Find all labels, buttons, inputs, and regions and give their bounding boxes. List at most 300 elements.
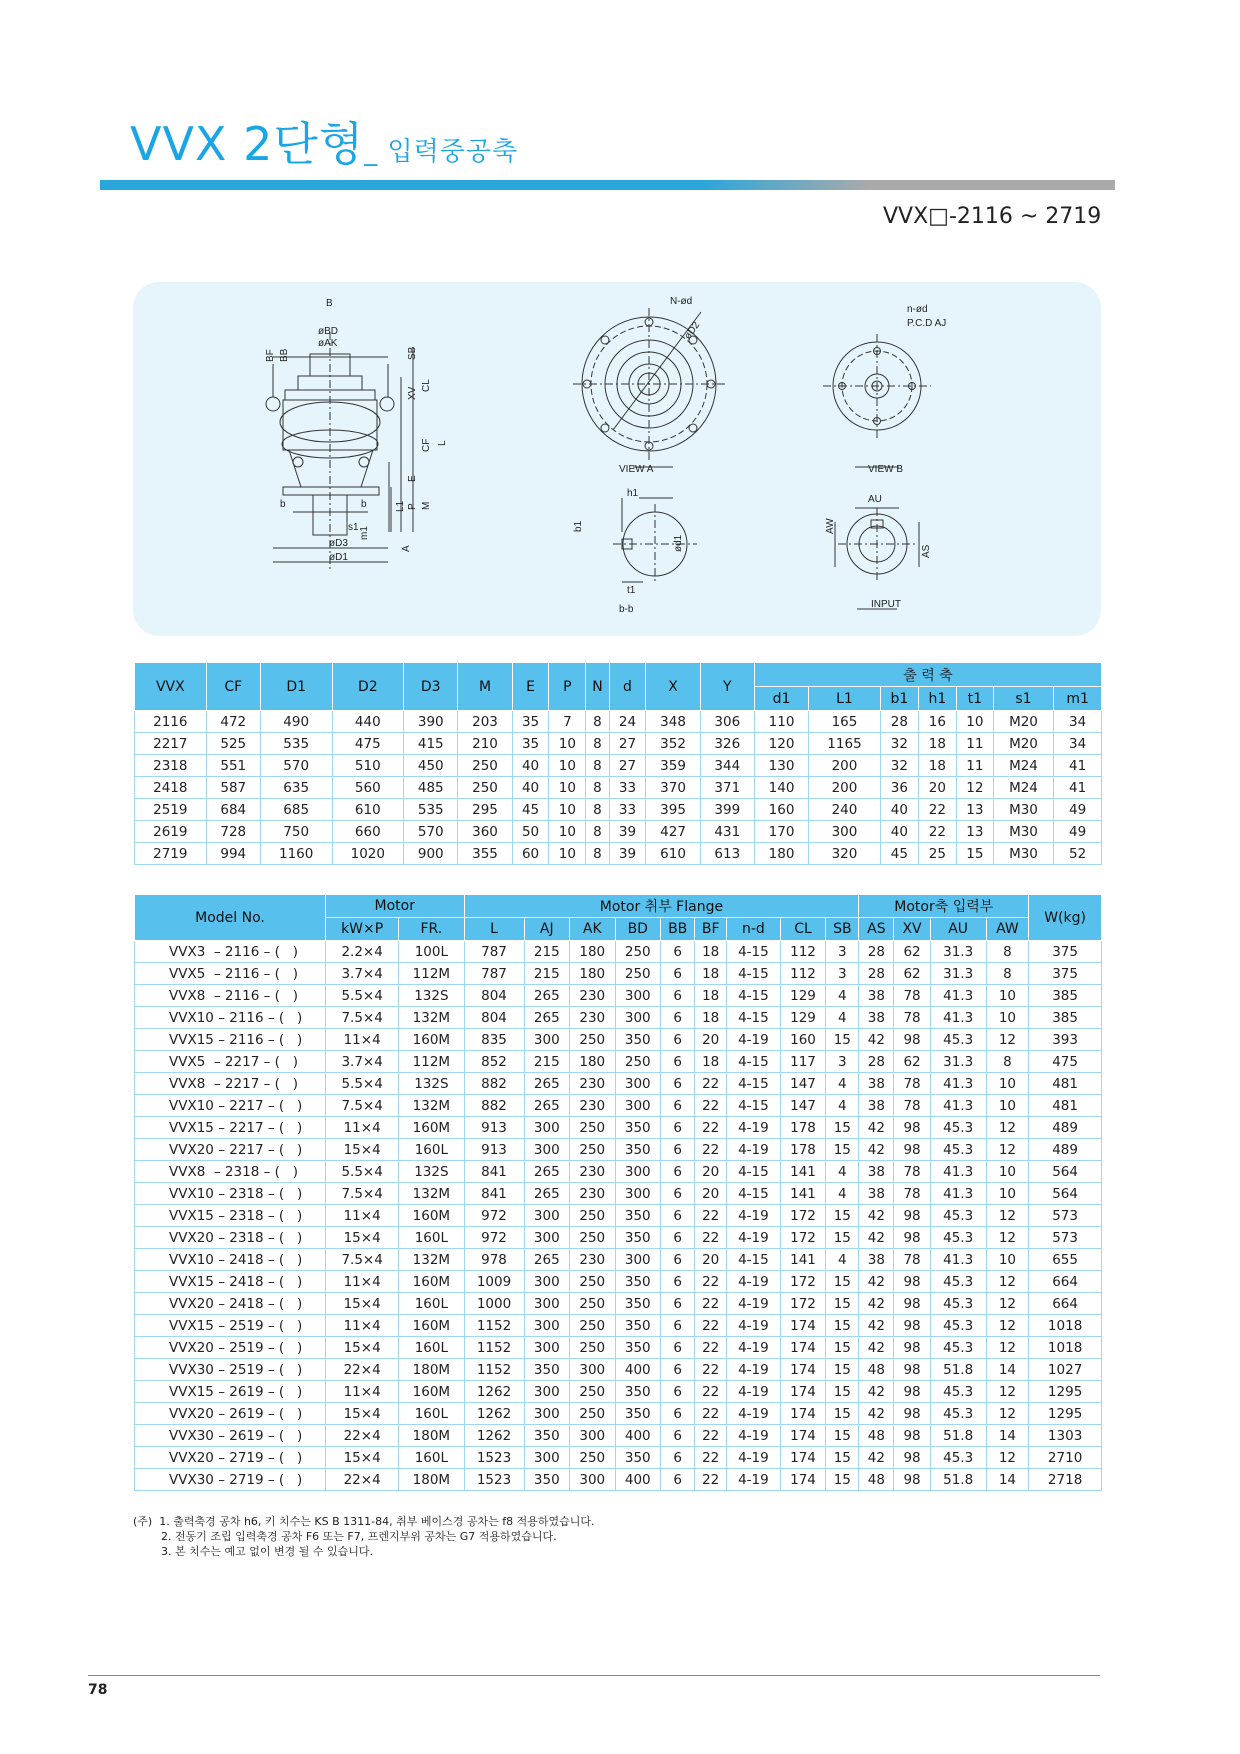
table-cell: 12 [986,1293,1029,1315]
table-cell: 4 [826,1249,859,1271]
table-cell: 352 [646,733,700,755]
table-cell: 350 [615,1029,660,1051]
table-cell: 178 [780,1117,825,1139]
table-cell: 160M [399,1117,464,1139]
table-cell: 78 [894,985,930,1007]
table-cell: 841 [464,1161,524,1183]
table-cell: 41.3 [930,1007,986,1029]
table-cell: 350 [615,1117,660,1139]
col-header: s1 [993,687,1053,711]
table-cell: 230 [570,1095,615,1117]
table-cell: 24 [609,711,646,733]
footnote: 3. 본 치수는 예고 없이 변경 될 수 있습니다. [133,1545,373,1558]
table-cell: 18 [695,1007,727,1029]
table-cell: 250 [570,1139,615,1161]
table-cell: 78 [894,1095,930,1117]
table-cell: 15 [826,1029,859,1051]
table-cell: 39 [609,821,646,843]
col-header: AJ [524,918,569,941]
table-cell: 41.3 [930,985,986,1007]
table-cell: 350 [615,1271,660,1293]
table-cell: 300 [615,985,660,1007]
table-cell: 6 [661,1403,695,1425]
table-cell: 22 [695,1381,727,1403]
table-cell: 120 [754,733,808,755]
table-cell: 240 [809,799,881,821]
diagram-label: AW [825,518,836,534]
table-row [135,777,1102,799]
table-cell: 25 [918,843,956,865]
table-cell: 300 [524,1271,569,1293]
table-cell: 98 [894,1271,930,1293]
table-cell: 250 [570,1337,615,1359]
table-cell: 660 [332,821,404,843]
table-cell: 300 [524,1227,569,1249]
table-cell: 250 [615,1051,660,1073]
table-cell: 4-19 [727,1227,781,1249]
table-row [135,733,1102,755]
table-cell: 45.3 [930,1205,986,1227]
page-number: 78 [88,1682,108,1698]
table-cell: 852 [464,1051,524,1073]
table-cell: VVX8 – 2318 – ( ) [135,1161,326,1183]
table-cell: 160M [399,1205,464,1227]
table-cell: 250 [458,755,512,777]
table-cell: 42 [859,1205,894,1227]
col-header: b1 [880,687,918,711]
table-cell: 45.3 [930,1447,986,1469]
table-cell: 375 [1029,941,1102,963]
diagram-label: VIEW A [619,464,654,475]
table-cell: 15 [826,1447,859,1469]
table-cell: 42 [859,1381,894,1403]
table-cell: 31.3 [930,1051,986,1073]
table-cell: 12 [986,1447,1029,1469]
table-cell: 10 [986,985,1029,1007]
table-cell: 250 [570,1315,615,1337]
col-header: BF [695,918,727,941]
table-row [135,1337,1102,1359]
table-cell: 8 [986,941,1029,963]
footnote: (주) 1. 출력축경 공차 h6, 키 치수는 KS B 1311-84, 취부 베이스경 공차는 f8 적용하였습니다. [133,1515,595,1528]
table-cell: 18 [695,985,727,1007]
table-cell: 300 [524,1337,569,1359]
table-cell: 33 [609,777,646,799]
table-cell: 41.3 [930,1183,986,1205]
table-cell: 4-15 [727,1051,781,1073]
table-cell: 4-19 [727,1381,781,1403]
table-cell: 250 [570,1117,615,1139]
model-dimension-table-body [135,941,1102,1491]
table-cell: 350 [524,1469,569,1491]
table-cell: 4 [826,1183,859,1205]
table-cell: 535 [260,733,332,755]
table-cell: 300 [570,1359,615,1381]
table-cell: 375 [1029,963,1102,985]
table-cell: VVX15 – 2116 – ( ) [135,1029,326,1051]
table-cell: 18 [918,755,956,777]
table-cell: 350 [615,1227,660,1249]
col-header: SB [826,918,859,941]
table-cell: 510 [332,755,404,777]
table-cell: VVX15 – 2619 – ( ) [135,1381,326,1403]
table-cell: 4-15 [727,1095,781,1117]
table-cell: 36 [880,777,918,799]
table-cell: 10 [986,1249,1029,1271]
table-cell: 48 [859,1469,894,1491]
table-cell: 1018 [1029,1337,1102,1359]
col-header: AW [986,918,1029,941]
table-cell: 78 [894,1073,930,1095]
table-cell: 62 [894,1051,930,1073]
table-cell: 400 [615,1469,660,1491]
table-cell: 45.3 [930,1381,986,1403]
table-cell: VVX10 – 2116 – ( ) [135,1007,326,1029]
table-cell: 570 [260,755,332,777]
header-rule-gradient [700,180,870,190]
table-row [135,1469,1102,1491]
table-cell: 172 [780,1293,825,1315]
table-cell: 174 [780,1315,825,1337]
table-cell: 882 [464,1095,524,1117]
table-cell: 15×4 [326,1293,399,1315]
table-cell: 6 [661,1183,695,1205]
table-cell: 7.5×4 [326,1007,399,1029]
table-cell: 4-19 [727,1447,781,1469]
table-cell: 835 [464,1029,524,1051]
table-cell: 15×4 [326,1139,399,1161]
diagram-label: P.C.D AJ [907,318,947,329]
table-cell: 2.2×4 [326,941,399,963]
col-header: VVX [135,663,207,711]
table-cell: 180 [570,1051,615,1073]
table-cell: 38 [859,1161,894,1183]
table-cell: 7 [549,711,586,733]
table-cell: 18 [695,963,727,985]
table-cell: 635 [260,777,332,799]
table-cell: 481 [1029,1095,1102,1117]
table-cell: 6 [661,1073,695,1095]
table-cell: 174 [780,1381,825,1403]
table-cell: 49 [1054,799,1102,821]
table-cell: 8 [586,821,609,843]
table-cell: 2418 [135,777,207,799]
table-row [135,1293,1102,1315]
table-cell: 475 [332,733,404,755]
diagram-label: øD2 [682,319,703,342]
table-cell: 51.8 [930,1425,986,1447]
table-cell: 300 [615,1007,660,1029]
table-cell: 11×4 [326,1029,399,1051]
table-cell: 60 [512,843,549,865]
table-cell: 10 [986,1095,1029,1117]
table-cell: 11×4 [326,1271,399,1293]
table-cell: 18 [695,941,727,963]
table-cell: 130 [754,755,808,777]
table-cell: 250 [570,1029,615,1051]
table-cell: 160L [399,1139,464,1161]
table-cell: 6 [661,985,695,1007]
table-cell: 350 [615,1403,660,1425]
col-header-model: Model No. [135,895,326,941]
col-header: FR. [399,918,464,941]
table-cell: 22 [918,821,956,843]
table-cell: 41.3 [930,1073,986,1095]
group-header-motor: Motor [326,895,465,918]
table-cell: 4-19 [727,1469,781,1491]
col-header: D3 [404,663,458,711]
table-cell: 40 [880,821,918,843]
table-cell: 22 [695,1337,727,1359]
col-header: BB [661,918,695,941]
table-cell: 51.8 [930,1469,986,1491]
diagram-label: ød1 [673,534,684,552]
diagram-label: AU [868,494,882,505]
table-cell: 250 [570,1271,615,1293]
table-cell: 2619 [135,821,207,843]
table-cell: 6 [661,1359,695,1381]
table-cell: 98 [894,1337,930,1359]
table-cell: 180M [399,1359,464,1381]
table-cell: 6 [661,1469,695,1491]
table-cell: VVX30 – 2519 – ( ) [135,1359,326,1381]
col-header: XV [894,918,930,941]
table-cell: 350 [524,1359,569,1381]
table-cell: 15 [826,1139,859,1161]
diagram-label: m1 [359,526,370,540]
table-cell: 22×4 [326,1469,399,1491]
table-cell: 489 [1029,1117,1102,1139]
table-cell: 42 [859,1293,894,1315]
table-cell: 112M [399,1051,464,1073]
table-cell: 18 [695,1051,727,1073]
table-cell: 8 [586,777,609,799]
table-cell: 4-19 [727,1337,781,1359]
table-cell: 78 [894,1249,930,1271]
table-cell: 1262 [464,1381,524,1403]
table-cell: 15×4 [326,1447,399,1469]
table-cell: 42 [859,1029,894,1051]
table-cell: 265 [524,1095,569,1117]
table-cell: 6 [661,1007,695,1029]
table-cell: 15 [826,1381,859,1403]
table-cell: 6 [661,1249,695,1271]
table-cell: 250 [570,1227,615,1249]
table-cell: 174 [780,1447,825,1469]
table-cell: 147 [780,1095,825,1117]
table-cell: 215 [524,963,569,985]
table-cell: 1152 [464,1337,524,1359]
table-cell: 141 [780,1161,825,1183]
table-cell: 348 [646,711,700,733]
table-row [135,1205,1102,1227]
header-rule-gray [870,180,1115,190]
table-cell: 359 [646,755,700,777]
table-cell: 174 [780,1469,825,1491]
table-cell: 20 [695,1029,727,1051]
table-cell: 6 [661,1095,695,1117]
table-cell: 45.3 [930,1029,986,1051]
group-header-input: Motor축 입력부 [859,895,1029,918]
table-cell: 6 [661,1315,695,1337]
table-row [135,1051,1102,1073]
table-cell: 664 [1029,1271,1102,1293]
table-cell: M24 [993,777,1053,799]
table-cell: 472 [206,711,260,733]
table-cell: 385 [1029,985,1102,1007]
table-cell: 4-15 [727,1183,781,1205]
col-header: t1 [956,687,993,711]
diagram-label: n-ød [907,304,928,315]
col-header: AU [930,918,986,941]
table-cell: 994 [206,843,260,865]
table-cell: 4-15 [727,1161,781,1183]
table-cell: 15 [956,843,993,865]
table-cell: 8 [586,843,609,865]
table-cell: 132S [399,1161,464,1183]
table-cell: 22×4 [326,1425,399,1447]
table-cell: 40 [880,799,918,821]
table-cell: 174 [780,1403,825,1425]
table-cell: 180M [399,1469,464,1491]
table-cell: 10 [549,799,586,821]
table-cell: 6 [661,1447,695,1469]
table-cell: 1262 [464,1425,524,1447]
table-cell: VVX15 – 2318 – ( ) [135,1205,326,1227]
table-cell: 6 [661,1271,695,1293]
table-cell: 326 [700,733,754,755]
diagram-label: M [421,501,432,510]
diagram-label: t1 [627,585,636,596]
table-cell: 22 [695,1425,727,1447]
table-cell: 132M [399,1183,464,1205]
table-row [135,1381,1102,1403]
table-cell: 978 [464,1249,524,1271]
table-cell: 180 [570,941,615,963]
table-cell: 41 [1054,755,1102,777]
table-cell: 4-15 [727,1249,781,1271]
table-cell: 306 [700,711,754,733]
table-cell: 564 [1029,1183,1102,1205]
table-cell: 38 [859,1183,894,1205]
table-cell: 38 [859,1249,894,1271]
diagram-label: b [280,499,286,510]
table-cell: 10 [986,1183,1029,1205]
table-cell: 440 [332,711,404,733]
table-cell: 1523 [464,1447,524,1469]
footnotes [133,1514,594,1559]
table-cell: 15 [826,1469,859,1491]
table-cell: 160L [399,1403,464,1425]
table-cell: 972 [464,1227,524,1249]
col-header: AK [570,918,615,941]
table-cell: 22 [695,1469,727,1491]
table-cell: 132M [399,1249,464,1271]
table-cell: 1027 [1029,1359,1102,1381]
table-cell: VVX5 – 2116 – ( ) [135,963,326,985]
table-cell: 5.5×4 [326,985,399,1007]
table-cell: VVX8 – 2116 – ( ) [135,985,326,1007]
table-cell: 300 [524,1381,569,1403]
table-cell: 15 [826,1227,859,1249]
table-cell: 132S [399,1073,464,1095]
table-cell: 14 [986,1469,1029,1491]
table-cell: 12 [986,1227,1029,1249]
table-cell: 1262 [464,1403,524,1425]
col-header: kW×P [326,918,399,941]
table-cell: 613 [700,843,754,865]
table-cell: 15 [826,1293,859,1315]
table-cell: 475 [1029,1051,1102,1073]
table-cell: 40 [512,777,549,799]
table-cell: 265 [524,1183,569,1205]
table-cell: VVX15 – 2217 – ( ) [135,1117,326,1139]
table-cell: M30 [993,821,1053,843]
table-cell: 112M [399,963,464,985]
table-cell: 42 [859,1403,894,1425]
table-cell: 42 [859,1227,894,1249]
table-cell: 4-19 [727,1271,781,1293]
table-row [135,1227,1102,1249]
table-cell: 38 [859,1073,894,1095]
table-cell: 1018 [1029,1315,1102,1337]
table-cell: 12 [986,1271,1029,1293]
table-cell: 344 [700,755,754,777]
output-dimension-table [134,662,1102,865]
table-cell: M24 [993,755,1053,777]
table-cell: 2719 [135,843,207,865]
table-cell: 350 [615,1139,660,1161]
table-cell: 28 [859,941,894,963]
table-cell: 45.3 [930,1117,986,1139]
table-cell: 11 [956,755,993,777]
table-cell: 48 [859,1425,894,1447]
table-cell: 35 [512,711,549,733]
table-cell: 203 [458,711,512,733]
table-cell: 15 [826,1315,859,1337]
table-cell: 160L [399,1447,464,1469]
table-cell: 49 [1054,821,1102,843]
table-cell: 98 [894,1359,930,1381]
table-cell: 664 [1029,1293,1102,1315]
table-cell: 98 [894,1425,930,1447]
table-cell: 230 [570,985,615,1007]
table-cell: 10 [986,1161,1029,1183]
table-cell: 98 [894,1403,930,1425]
table-cell: 355 [458,843,512,865]
table-row [135,1117,1102,1139]
table-cell: 350 [615,1381,660,1403]
col-header: P [549,663,586,711]
table-cell: 371 [700,777,754,799]
table-cell: 230 [570,1183,615,1205]
table-cell: 610 [332,799,404,821]
table-cell: 250 [570,1205,615,1227]
table-cell: 28 [880,711,918,733]
table-cell: 31.3 [930,963,986,985]
diagram-label: b [361,499,367,510]
table-cell: 22 [918,799,956,821]
col-header: CF [206,663,260,711]
table-cell: 485 [404,777,458,799]
table-cell: 132S [399,985,464,1007]
table-row [135,799,1102,821]
table-cell: 22 [695,1095,727,1117]
table-cell: 750 [260,821,332,843]
table-cell: 787 [464,941,524,963]
table-cell: 15 [826,1271,859,1293]
diagram-label: BB [279,348,290,362]
